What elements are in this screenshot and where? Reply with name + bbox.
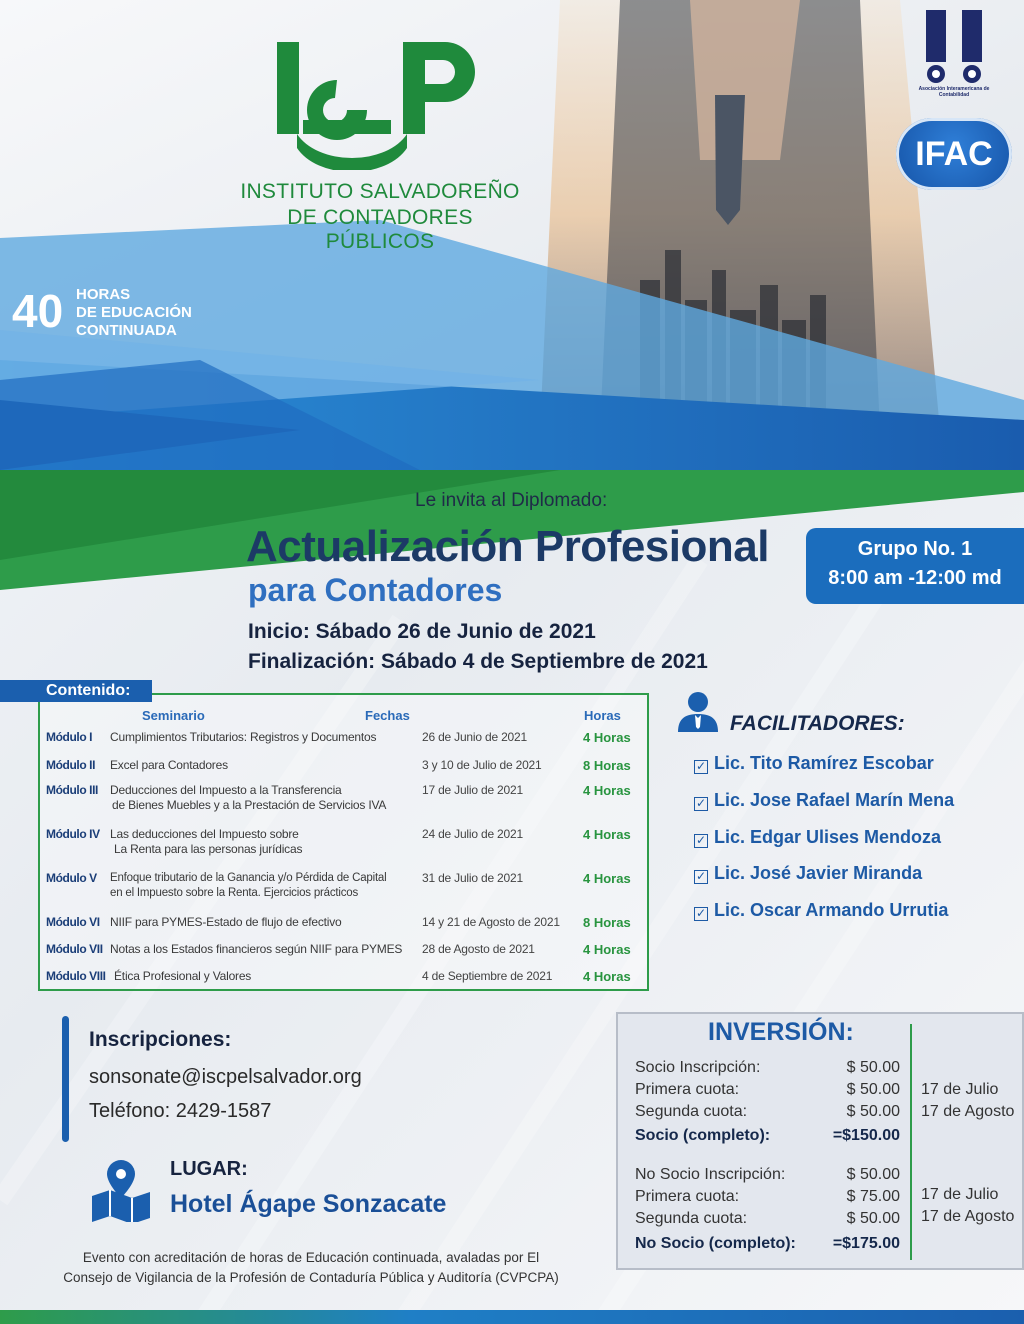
accreditation-note-line-1: Evento con acreditación de horas de Educación continuada, avaladas por El [82,1250,540,1265]
facilitator-name: Lic. Oscar Armando Urrutia [714,900,949,920]
module-date: 24 de Julio de 2021 [422,827,523,841]
venue-name: Hotel Ágape Sonzacate [170,1190,447,1218]
end-date: Finalización: Sábado 4 de Septiembre de 2021 [248,650,708,673]
module-date: 31 de Julio de 2021 [422,871,523,885]
due-date: 17 de Julio [921,1186,999,1203]
hours-label [76,286,192,340]
logo-line-2: DE CONTADORES PÚBLICOS [287,206,473,253]
map-pin-icon [88,1158,154,1222]
module-name: Módulo V [46,871,97,885]
module-date: 4 de Septiembre de 2021 [422,969,553,983]
price-value: $ 50.00 [846,1081,900,1098]
total-label: No Socio (completo): [635,1235,796,1252]
price-label: Primera cuota: [635,1188,740,1205]
module-topic-line-2: de Bienes Muebles y a la Prestación de Servicios IVA [112,798,387,812]
checkbox-icon: ✓ [695,906,707,920]
facilitator-name: Lic. Jose Rafael Marín Mena [714,790,955,810]
facilitator-item [694,790,954,811]
module-hours: 4 Horas [583,942,631,957]
total-value: =$175.00 [832,1235,900,1252]
module-topic [110,871,420,901]
hours-label-line-1: HORAS [76,286,131,303]
investment-divider [910,1024,912,1260]
investment-heading: INVERSIÓN: [708,1018,854,1046]
price-value: $ 50.00 [846,1103,900,1120]
total-label: Socio (completo): [635,1127,771,1144]
contact-email[interactable]: sonsonate@iscpelsalvador.org [89,1066,362,1088]
module-topic-line-1: Deducciones del Impuesto a la Transferencia [110,783,342,797]
start-date: Inicio: Sábado 26 de Junio de 2021 [248,620,596,643]
facilitator-name: Lic. José Javier Miranda [714,863,923,883]
hours-label-line-3: CONTINUADA [76,322,177,339]
price-label: No Socio Inscripción: [635,1166,786,1183]
accreditation-note-line-2: Consejo de Vigilancia de la Profesión de Contaduría Pública y Auditoría (CVPCPA) [63,1270,559,1285]
module-name: Módulo IV [46,827,100,841]
module-name: Módulo I [46,730,93,744]
due-date: 17 de Agosto [921,1208,1015,1225]
module-hours: 8 Horas [583,915,631,930]
module-date: 14 y 21 de Agosto de 2021 [422,915,560,929]
module-date: 3 y 10 de Julio de 2021 [422,758,542,772]
module-topic-line-1: Las deducciones del Impuesto sobre [110,827,299,841]
price-value: $ 75.00 [846,1188,900,1205]
facilitator-item [694,863,922,884]
checkbox-icon: ✓ [695,759,707,773]
inscriptions-heading: Inscripciones: [89,1028,232,1051]
module-topic [110,827,420,857]
module-name: Módulo III [46,783,98,797]
price-value: $ 50.00 [846,1166,900,1183]
module-topic-line-2: La Renta para las personas jurídicas [114,842,303,856]
checkbox-icon: ✓ [695,833,707,847]
accreditation-note [24,1248,598,1288]
facilitator-item [694,827,941,848]
module-date: 26 de Junio de 2021 [422,730,527,744]
invite-text: Le invita al Diplomado: [415,490,608,511]
aic-logo [922,10,986,88]
module-name: Módulo VIII [46,969,106,983]
price-label: Segunda cuota: [635,1210,748,1227]
group-name: Grupo No. 1 [857,538,973,560]
module-hours: 4 Horas [583,969,631,984]
module-topic: Ética Profesional y Valores [114,969,252,983]
page-title: Actualización Profesional [246,522,769,571]
facilitator-name: Lic. Tito Ramírez Escobar [714,753,934,773]
module-hours: 4 Horas [583,730,631,745]
due-date: 17 de Agosto [921,1103,1015,1120]
inscriptions-accent-bar [62,1016,69,1142]
price-value: $ 50.00 [846,1059,900,1076]
hours-number: 40 [12,285,64,337]
header-horas: Horas [584,708,621,723]
hours-label-line-2: DE EDUCACIÓN [76,304,192,321]
venue-heading: LUGAR: [170,1158,248,1180]
header-seminario: Seminario [142,708,205,723]
ifac-logo: IFAC [896,118,1012,190]
module-hours: 4 Horas [583,827,631,842]
module-topic: NIIF para PYMES-Estado de flujo de efectivo [110,915,342,929]
module-hours: 8 Horas [583,758,631,773]
due-date: 17 de Julio [921,1081,999,1098]
module-hours: 4 Horas [583,783,631,798]
contact-phone: Teléfono: 2429-1587 [89,1100,272,1122]
header-fechas: Fechas [365,708,410,723]
group-schedule: 8:00 am -12:00 md [828,567,1002,589]
module-topic-line-2: en el Impuesto sobre la Renta. Ejercicios prácticos [110,887,359,899]
module-topic-line-1: Enfoque tributario de la Ganancia y/o Pérdida de Capital [110,872,387,884]
total-value: =$150.00 [832,1127,900,1144]
group-badge [806,528,1024,604]
iscp-logo [277,38,483,170]
footer-color-bar [0,1310,1024,1324]
price-label: Socio Inscripción: [635,1059,761,1076]
price-label: Primera cuota: [635,1081,740,1098]
price-label: Segunda cuota: [635,1103,748,1120]
logo-line-1: INSTITUTO SALVADOREÑO [240,180,520,203]
module-topic: Excel para Contadores [110,758,228,772]
facilitator-item [694,753,934,774]
module-date: 28 de Agosto de 2021 [422,942,535,956]
module-topic: Notas a los Estados financieros según NIIF para PYMES [110,942,403,956]
price-value: $ 50.00 [846,1210,900,1227]
page-subtitle: para Contadores [248,572,503,608]
aic-caption: Asociación Interamericana de Contabilidad [918,86,990,98]
facilitator-item [694,900,948,921]
module-hours: 4 Horas [583,871,631,886]
facilitators-heading: FACILITADORES: [730,712,905,735]
module-topic: Cumplimientos Tributarios: Registros y Documentos [110,730,377,744]
checkbox-icon: ✓ [695,796,707,810]
module-name: Módulo VI [46,915,100,929]
facilitator-name: Lic. Edgar Ulises Mendoza [714,827,942,847]
module-name: Módulo II [46,758,96,772]
person-icon [676,690,720,734]
checkbox-icon: ✓ [695,869,707,883]
content-label: Contenido: [0,680,152,702]
module-topic [110,783,420,813]
module-name: Módulo VII [46,942,103,956]
module-date: 17 de Julio de 2021 [422,783,523,797]
